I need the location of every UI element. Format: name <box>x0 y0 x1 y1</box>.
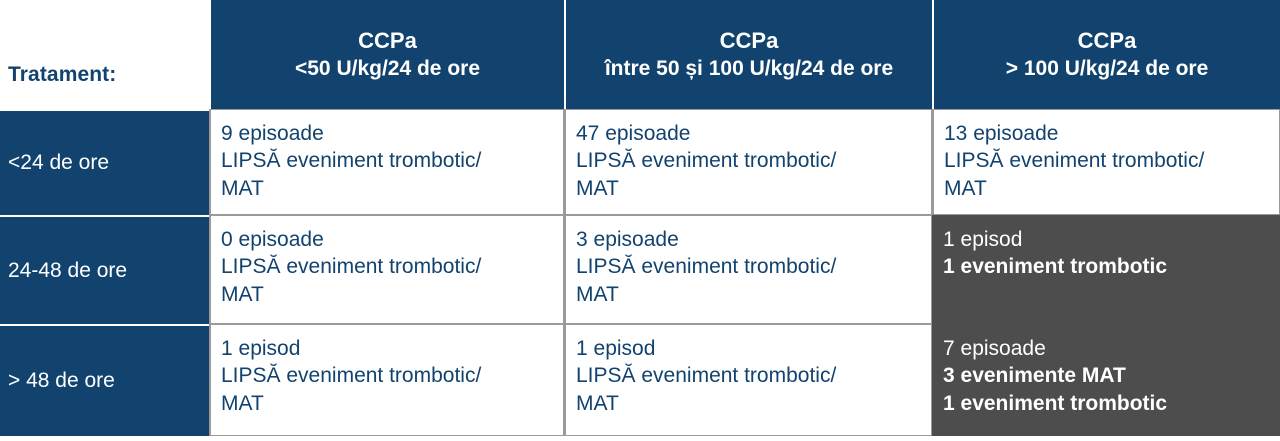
cell-line: 9 episoade <box>221 122 324 145</box>
cell-line: LIPSĂ eveniment trombotic/ <box>576 149 837 173</box>
column-header-1 <box>209 0 564 109</box>
table-cell-r1c1 <box>209 109 564 215</box>
table-cell-r2c1 <box>209 215 564 324</box>
column-header-2 <box>564 0 932 109</box>
column-header-3 <box>932 0 1280 109</box>
cell-line-emphasis: 1 eveniment trombotic <box>943 391 1168 415</box>
cell-line: MAT <box>944 176 987 200</box>
cell-line: 1 episod <box>943 228 1023 251</box>
column-header-1-line1: CCPa <box>358 28 417 54</box>
row-header-1: <24 de ore <box>0 109 209 215</box>
treatment-label: Tratament: <box>8 63 117 86</box>
cell-line: LIPSĂ eveniment trombotic/ <box>221 255 482 279</box>
column-header-1-line2: <50 U/kg/24 de ore <box>294 57 480 81</box>
cell-line: 1 episod <box>221 337 301 360</box>
column-header-2-line2: între 50 și 100 U/kg/24 de ore <box>604 57 894 81</box>
table-cell-r2c2 <box>564 215 932 324</box>
cell-line: LIPSĂ eveniment trombotic/ <box>576 255 837 279</box>
cell-line: 7 episoade <box>943 337 1046 360</box>
cell-line: MAT <box>221 282 264 306</box>
cell-line-emphasis: 3 evenimente MAT <box>943 364 1126 388</box>
cell-line: LIPSĂ eveniment trombotic/ <box>221 364 482 388</box>
cell-line: LIPSĂ eveniment trombotic/ <box>576 364 837 388</box>
table-cell-r1c2 <box>564 109 932 215</box>
cell-line: MAT <box>576 391 619 415</box>
cell-line: MAT <box>221 391 264 415</box>
table-corner-header <box>0 0 209 109</box>
cell-line: 1 episod <box>576 337 656 360</box>
row-header-2: 24-48 de ore <box>0 215 209 324</box>
cell-line: LIPSĂ eveniment trombotic/ <box>221 149 482 173</box>
cell-line: LIPSĂ eveniment trombotic/ <box>944 149 1205 173</box>
table-cell-r3c3 <box>932 324 1280 436</box>
column-header-3-line1: CCPa <box>1077 28 1137 54</box>
cell-line: 47 episoade <box>576 122 691 145</box>
table-cell-r3c2 <box>564 324 932 436</box>
column-header-2-line1: CCPa <box>719 28 779 54</box>
cell-line-emphasis: 1 eveniment trombotic <box>943 255 1168 279</box>
cell-line: MAT <box>576 282 619 306</box>
cell-line: 3 episoade <box>576 228 679 251</box>
table-cell-r3c1 <box>209 324 564 436</box>
table-cell-r2c3 <box>932 215 1280 324</box>
column-header-3-line2: > 100 U/kg/24 de ore <box>1005 57 1209 81</box>
cell-line: 0 episoade <box>221 228 324 251</box>
table-cell-r1c3 <box>932 109 1280 215</box>
cell-line: MAT <box>576 176 619 200</box>
cell-line: MAT <box>221 176 264 200</box>
cell-line: 13 episoade <box>944 122 1059 145</box>
row-header-3: > 48 de ore <box>0 324 209 436</box>
